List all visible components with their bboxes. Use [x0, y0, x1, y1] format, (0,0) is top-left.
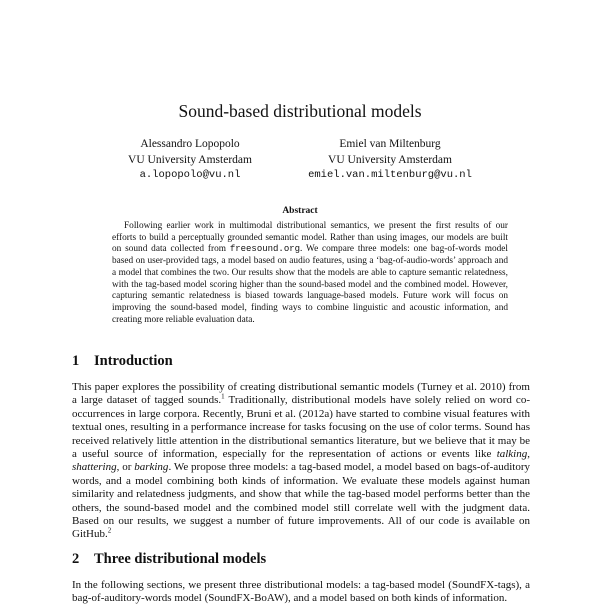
- author-name: Emiel van Miltenburg: [339, 138, 441, 150]
- section-heading-models: 2 Three distributional models: [72, 551, 267, 567]
- author-block: [100, 137, 280, 184]
- section-heading-introduction: 1 Introduction: [72, 353, 173, 369]
- abstract-heading: Abstract: [282, 206, 318, 216]
- abstract-url: freesound.org: [229, 244, 301, 255]
- footnote-marker: 2: [107, 526, 112, 535]
- author-block: [290, 137, 490, 184]
- author-name: Alessandro Lopopolo: [140, 138, 240, 150]
- paper-title: Sound-based distributional models: [178, 101, 422, 121]
- author-affiliation: VU University Amsterdam: [128, 153, 252, 166]
- abstract-text: Following earlier work in multimodal distributional semantics, we present the first results of our efforts to build a perceptually grounded semantic model. Rather than using images, our models are built on sound data collected from freesound.org. We compare three models: one bag-of-words model based on user-provided tags, a model based on audio features, using a ‘bag-of-audio-words’ approach and a model that combines the two. Our results show that the models are able to capture semantic relatedness, with the tag-based model scoring higher than the sound-based model and the combined model. However, capturing semantic relatedness is biased towards language-based models. Future work will focus on improving the sound-based model, finding ways to combine linguistic and acoustic information, and creating more reliable evaluation data.: [112, 221, 508, 325]
- models-paragraph: In the following sections, we present three distributional models: a tag-based model (SoundFX-tags), a bag-of-auditory-words model (SoundFX-BoAW), and a model based on both kinds of information.: [72, 579, 530, 605]
- intro-paragraph: This paper explores the possibility of creating distributional semantic models (Turney et al. 2010) from a large dataset of tagged sounds.$^1$ Traditionally, distributional models have solely relied on word co-occurrences in large corpora. Recently, Bruni et al. (2012a) have started to combine visual features with textual ones, resulting in a performance increase for tasks focusing on the use of color terms. Sound has received relatively little attention in the distributional semantics literature, but we believe that it may be a useful source of information, especially for the representation of actions or events like talking, shattering, or barking. We propose three models: a tag-based model, a model based on bags-of-auditory words, and a model combining both kinds of information. We evaluate these models against human similarity and relatedness judgments, and show that while the tag-based model performs better than the others, the sound-based model and the combined model still correlate well with the judgment data. Based on our results, we suggest a number of future improvements. All of our code is available on GitHub.$^2$: [72, 381, 530, 541]
- footnote-marker: 1: [221, 392, 225, 401]
- author-affiliation: VU University Amsterdam: [328, 153, 452, 166]
- author-email: emiel.van.miltenburg@vu.nl: [308, 169, 472, 181]
- author-email: a.lopopolo@vu.nl: [139, 169, 241, 181]
